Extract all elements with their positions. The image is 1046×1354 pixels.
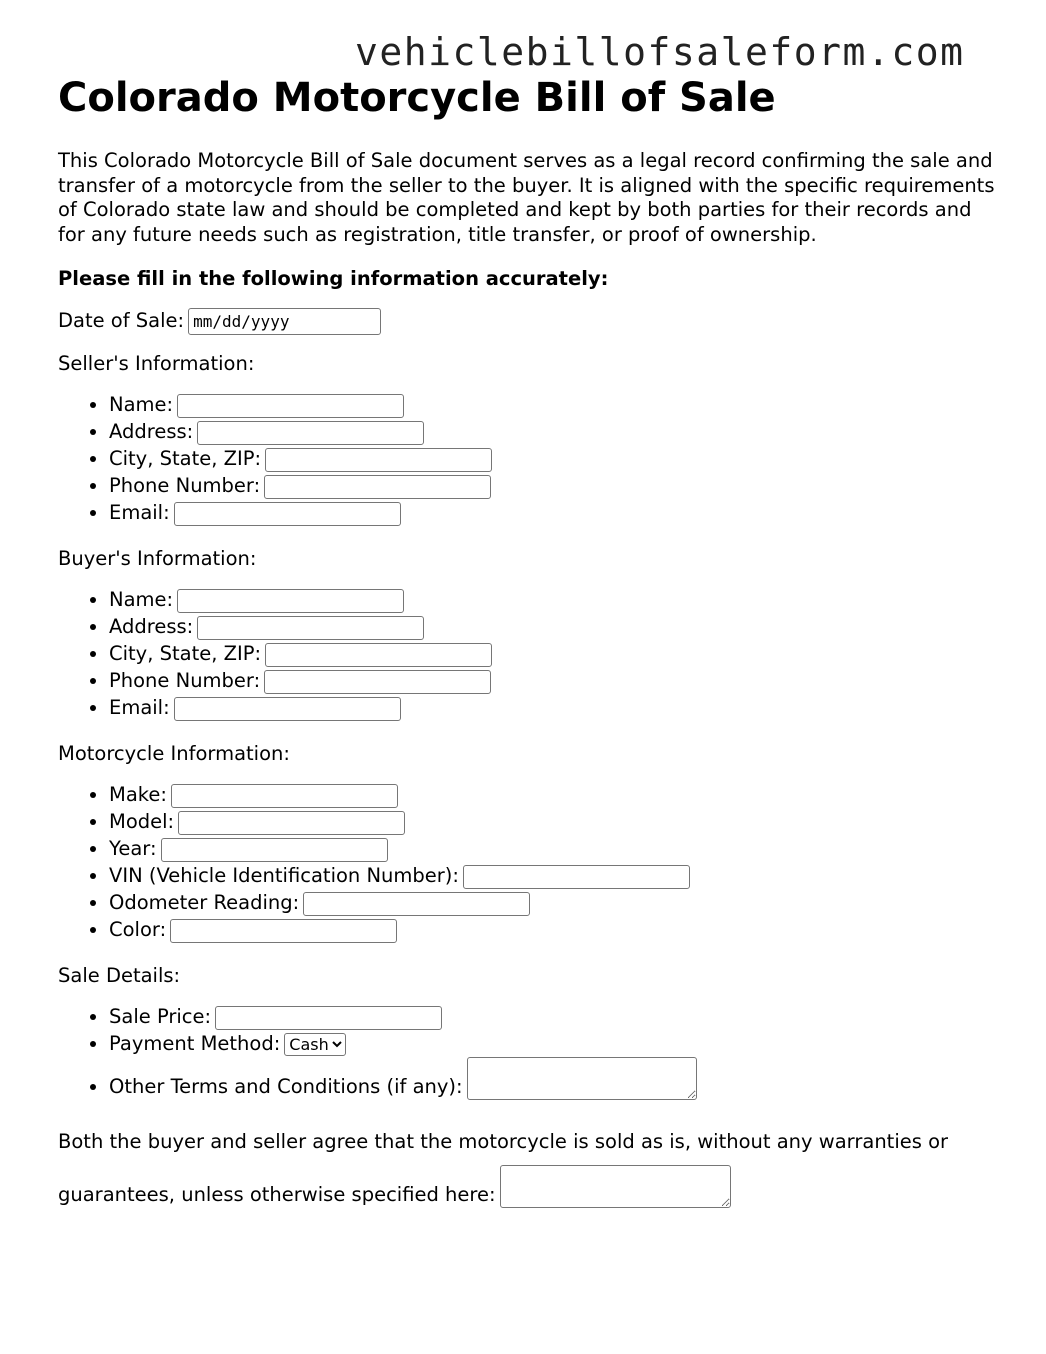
model-input[interactable]: [178, 811, 405, 835]
odometer-label: Odometer Reading:: [109, 891, 300, 914]
seller-city-input[interactable]: [265, 448, 492, 472]
seller-email-input[interactable]: [174, 502, 401, 526]
payment-method-label: Payment Method:: [109, 1032, 281, 1055]
color-input[interactable]: [170, 919, 397, 943]
color-label: Color:: [109, 918, 167, 941]
buyer-name-input[interactable]: [177, 589, 404, 613]
buyer-email-input[interactable]: [174, 697, 401, 721]
buyer-address-label: Address:: [109, 615, 194, 638]
list-item: [109, 472, 998, 499]
make-input[interactable]: [171, 784, 398, 808]
seller-name-label: Name:: [109, 393, 174, 416]
buyer-phone-label: Phone Number:: [109, 669, 261, 692]
list-item: [109, 640, 998, 667]
sale-price-label: Sale Price:: [109, 1005, 212, 1028]
closing-line-1: Both the buyer and seller agree that the motorcycle is sold as is, without any warranties or: [58, 1130, 949, 1153]
closing-row: [58, 1165, 998, 1208]
list-item: [109, 781, 998, 808]
list-item: [109, 835, 998, 862]
instruction-text: Please fill in the following information accurately:: [58, 267, 609, 290]
date-of-sale-input[interactable]: mm/dd/yyyy: [188, 308, 381, 335]
buyer-city-input[interactable]: [265, 643, 492, 667]
list-item: [109, 889, 998, 916]
year-input[interactable]: [161, 838, 388, 862]
buyer-city-label: City, State, ZIP:: [109, 642, 262, 665]
motorcycle-heading: Motorcycle Information:: [58, 742, 290, 765]
warranty-exceptions-textarea[interactable]: [500, 1165, 731, 1208]
list-item: [109, 586, 998, 613]
seller-fields: [58, 391, 998, 526]
list-item: [109, 694, 998, 721]
list-item: [109, 808, 998, 835]
buyer-name-label: Name:: [109, 588, 174, 611]
list-item: [109, 916, 998, 943]
list-item: [109, 1003, 998, 1030]
site-watermark: vehiclebillofsaleform.com: [355, 30, 965, 74]
buyer-heading: Buyer's Information:: [58, 547, 257, 570]
seller-city-label: City, State, ZIP:: [109, 447, 262, 470]
sale-fields: [58, 1003, 998, 1109]
vin-label: VIN (Vehicle Identification Number):: [109, 864, 459, 887]
closing-line-2: guarantees, unless otherwise specified here:: [58, 1183, 496, 1206]
list-item: [109, 1030, 998, 1057]
payment-method-select[interactable]: [284, 1033, 346, 1056]
list-item: [109, 499, 998, 526]
buyer-address-input[interactable]: [197, 616, 424, 640]
buyer-email-label: Email:: [109, 696, 170, 719]
other-terms-textarea[interactable]: [467, 1057, 697, 1100]
seller-email-label: Email:: [109, 501, 170, 524]
model-label: Model:: [109, 810, 175, 833]
seller-name-input[interactable]: [177, 394, 404, 418]
motorcycle-fields: [58, 781, 998, 943]
list-item: [109, 1057, 998, 1109]
vin-input[interactable]: [463, 865, 690, 889]
seller-heading: Seller's Information:: [58, 352, 255, 375]
sale-price-input[interactable]: [215, 1006, 442, 1030]
odometer-input[interactable]: [303, 892, 530, 916]
seller-address-input[interactable]: [197, 421, 424, 445]
list-item: [109, 445, 998, 472]
year-label: Year:: [109, 837, 157, 860]
bill-of-sale-form: [58, 74, 998, 1208]
other-terms-label: Other Terms and Conditions (if any):: [109, 1075, 463, 1098]
date-of-sale-row: [58, 308, 998, 335]
list-item: [109, 667, 998, 694]
buyer-phone-input[interactable]: [264, 670, 491, 694]
seller-phone-input[interactable]: [264, 475, 491, 499]
page-title: Colorado Motorcycle Bill of Sale: [58, 75, 776, 121]
sale-heading: Sale Details:: [58, 964, 181, 987]
seller-phone-label: Phone Number:: [109, 474, 261, 497]
list-item: [109, 418, 998, 445]
buyer-fields: [58, 586, 998, 721]
make-label: Make:: [109, 783, 167, 806]
seller-address-label: Address:: [109, 420, 194, 443]
list-item: [109, 862, 998, 889]
list-item: [109, 391, 998, 418]
intro-paragraph: This Colorado Motorcycle Bill of Sale document serves as a legal record confirming the sale and transfer of a motorcycle from the seller to the buyer. It is aligned with the specific requirements of Colorado state law and should be completed and kept by both parties for their records and for any future needs such as registration, title transfer, or proof of ownership.: [58, 149, 995, 246]
list-item: [109, 613, 998, 640]
date-of-sale-label: Date of Sale:: [58, 309, 185, 332]
